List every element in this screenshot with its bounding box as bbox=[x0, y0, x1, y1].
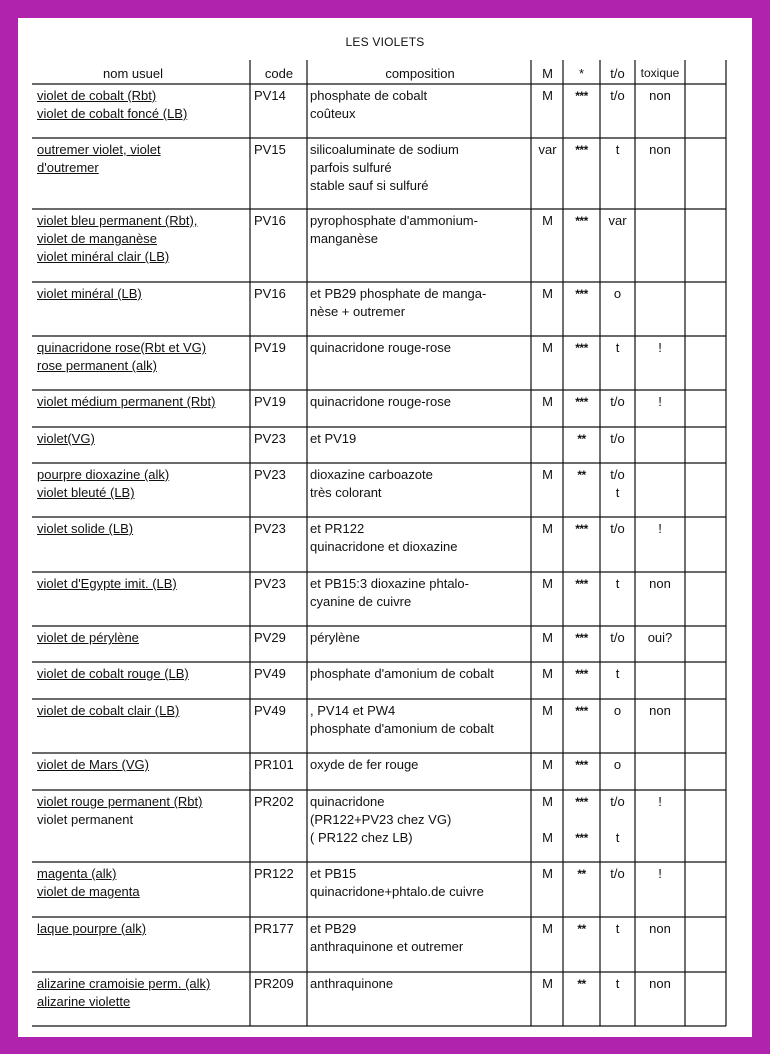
composition-line: et PV19 bbox=[310, 431, 357, 446]
composition bbox=[310, 702, 494, 738]
toxicity: non bbox=[649, 921, 671, 936]
toxicity: non bbox=[649, 703, 671, 718]
composition bbox=[310, 665, 494, 683]
name-line: violet solide (LB) bbox=[37, 521, 134, 536]
composition-line: (PR122+PV23 chez VG) bbox=[310, 812, 452, 827]
page-title: LES VIOLETS bbox=[345, 35, 425, 49]
toxicity: non bbox=[649, 88, 671, 103]
composition-line: et PB29 phosphate de manga- bbox=[310, 286, 487, 301]
lightfastness-stars: *** bbox=[575, 89, 588, 103]
composition-line: quinacridone et dioxazine bbox=[310, 539, 458, 554]
composition-line: très colorant bbox=[310, 485, 382, 500]
name-line: violet de magenta bbox=[37, 884, 140, 899]
transparency-2: t bbox=[615, 830, 620, 845]
pigment-code: PV16 bbox=[254, 213, 286, 228]
name-line: pourpre dioxazine (alk) bbox=[37, 467, 170, 482]
name-line: violet rouge permanent (Rbt) bbox=[37, 794, 203, 809]
table-row bbox=[18, 428, 752, 464]
table-row bbox=[18, 283, 752, 337]
toxicity: non bbox=[649, 976, 671, 991]
pigment-name bbox=[37, 702, 179, 720]
toxicity: ! bbox=[658, 794, 662, 809]
composition-line: nèse + outremer bbox=[310, 304, 406, 319]
name-line: violet de cobalt foncé (LB) bbox=[37, 106, 188, 121]
toxicity: ! bbox=[658, 521, 662, 536]
pigment-code: PR177 bbox=[254, 921, 294, 936]
m-value: M bbox=[542, 213, 553, 228]
name-line: violet de cobalt (Rbt) bbox=[37, 88, 157, 103]
toxicity: non bbox=[649, 576, 671, 591]
pigment-name bbox=[37, 920, 146, 938]
toxicity: ! bbox=[658, 866, 662, 881]
name-line: violet minéral (LB) bbox=[37, 286, 142, 301]
composition bbox=[310, 430, 356, 448]
lightfastness-stars: *** bbox=[575, 704, 588, 718]
composition-line: anthraquinone bbox=[310, 976, 394, 991]
header-to: t/o bbox=[610, 66, 625, 81]
composition-line: anthraquinone et outremer bbox=[310, 939, 464, 954]
pigment-name bbox=[37, 212, 197, 266]
lightfastness-stars: ** bbox=[577, 468, 586, 482]
pigment-code: PR122 bbox=[254, 866, 294, 881]
composition-line: et PB15 bbox=[310, 866, 357, 881]
m-value: M bbox=[542, 794, 553, 809]
composition bbox=[310, 575, 469, 611]
composition-line: stable sauf si sulfuré bbox=[310, 178, 429, 193]
pigment-code: PV23 bbox=[254, 521, 286, 536]
lightfastness-stars: *** bbox=[575, 758, 588, 772]
table-row bbox=[18, 573, 752, 627]
lightfastness-stars: *** bbox=[575, 667, 588, 681]
composition bbox=[310, 920, 463, 956]
m-value: M bbox=[542, 467, 553, 482]
m-value: M bbox=[542, 630, 553, 645]
name-line: violet de pérylène bbox=[37, 630, 139, 645]
pigment-name bbox=[37, 141, 161, 177]
pigment-code: PV15 bbox=[254, 142, 286, 157]
composition-line: manganèse bbox=[310, 231, 378, 246]
composition-line: parfois sulfuré bbox=[310, 160, 392, 175]
transparency: t/o bbox=[610, 630, 625, 645]
table-row bbox=[18, 918, 752, 973]
composition bbox=[310, 339, 451, 357]
table-row bbox=[18, 863, 752, 918]
composition-line: quinacridone rouge-rose bbox=[310, 394, 451, 409]
table-row bbox=[18, 210, 752, 283]
pigment-code: PV49 bbox=[254, 703, 286, 718]
pigment-code: PV19 bbox=[254, 394, 286, 409]
pigment-code: PV19 bbox=[254, 340, 286, 355]
composition-line: pyrophosphate d'ammonium- bbox=[310, 213, 478, 228]
lightfastness-stars: *** bbox=[575, 631, 588, 645]
composition bbox=[310, 629, 360, 647]
composition-line: silicoaluminate de sodium bbox=[310, 142, 459, 157]
composition bbox=[310, 975, 393, 993]
pigment-name bbox=[37, 865, 140, 901]
lightfastness-stars: *** bbox=[575, 341, 588, 355]
transparency: t/o bbox=[610, 88, 625, 103]
table-row bbox=[18, 754, 752, 791]
transparency: t/o bbox=[610, 394, 625, 409]
name-line: violet(VG) bbox=[37, 431, 95, 446]
lightfastness-stars: *** bbox=[575, 395, 588, 409]
name-line: rose permanent (alk) bbox=[37, 358, 157, 373]
table-row bbox=[18, 627, 752, 663]
composition-line: phosphate de cobalt bbox=[310, 88, 428, 103]
composition-line: pérylène bbox=[310, 630, 360, 645]
composition-line: et PB15:3 dioxazine phtalo- bbox=[310, 576, 469, 591]
lightfastness-stars-2: *** bbox=[575, 831, 588, 845]
pigment-code: PV23 bbox=[254, 467, 286, 482]
lightfastness-stars: ** bbox=[577, 432, 586, 446]
name-line: violet permanent bbox=[37, 812, 134, 827]
composition bbox=[310, 756, 418, 774]
transparency: t bbox=[615, 142, 620, 157]
transparency: t/o bbox=[610, 866, 625, 881]
composition bbox=[310, 285, 486, 321]
m-value: M bbox=[542, 340, 553, 355]
m-value-2: M bbox=[542, 830, 553, 845]
transparency: var bbox=[608, 213, 627, 228]
m-value: M bbox=[542, 286, 553, 301]
m-value: M bbox=[542, 576, 553, 591]
pigment-name bbox=[37, 975, 210, 1011]
table-row bbox=[18, 973, 752, 1026]
composition bbox=[310, 865, 484, 901]
table-row bbox=[18, 139, 752, 210]
m-value: M bbox=[542, 921, 553, 936]
transparency: t/o bbox=[610, 521, 625, 536]
toxicity: oui? bbox=[647, 630, 673, 645]
pigment-code: PR101 bbox=[254, 757, 294, 772]
m-value: M bbox=[542, 521, 553, 536]
composition-line: et PR122 bbox=[310, 521, 365, 536]
name-line: outremer violet, violet bbox=[37, 142, 161, 157]
name-line: violet d'Egypte imit. (LB) bbox=[37, 576, 177, 591]
document-sheet bbox=[18, 18, 752, 1037]
transparency: t bbox=[615, 340, 620, 355]
transparency: t bbox=[615, 576, 620, 591]
composition bbox=[310, 466, 433, 502]
name-line: violet bleu permanent (Rbt), bbox=[37, 213, 198, 228]
name-line: violet de manganèse bbox=[37, 231, 157, 246]
pigment-name bbox=[37, 665, 189, 683]
lightfastness-stars: ** bbox=[577, 977, 586, 991]
composition-line: quinacridone bbox=[310, 794, 385, 809]
composition-line: et PB29 bbox=[310, 921, 357, 936]
m-value: M bbox=[542, 666, 553, 681]
name-line: violet de Mars (VG) bbox=[37, 757, 149, 772]
header-toxic: toxique bbox=[640, 66, 680, 80]
name-line: quinacridone rose(Rbt et VG) bbox=[37, 340, 207, 355]
composition-line: oxyde de fer rouge bbox=[310, 757, 419, 772]
table-row bbox=[18, 700, 752, 754]
pigment-name bbox=[37, 87, 187, 123]
pigment-code: PR209 bbox=[254, 976, 294, 991]
transparency: t bbox=[615, 976, 620, 991]
name-line: violet bleuté (LB) bbox=[37, 485, 135, 500]
lightfastness-stars: *** bbox=[575, 214, 588, 228]
lightfastness-stars: ** bbox=[577, 922, 586, 936]
pigment-name bbox=[37, 339, 206, 375]
name-line: violet de cobalt clair (LB) bbox=[37, 703, 180, 718]
composition-line: ( PR122 chez LB) bbox=[310, 830, 413, 845]
composition bbox=[310, 393, 451, 411]
lightfastness-stars: *** bbox=[575, 522, 588, 536]
name-line: d'outremer bbox=[37, 160, 99, 175]
pigment-name bbox=[37, 756, 149, 774]
pigment-code: PV14 bbox=[254, 88, 286, 103]
pigment-name bbox=[37, 793, 202, 829]
m-value: M bbox=[542, 703, 553, 718]
pigment-name bbox=[37, 629, 139, 647]
name-line: magenta (alk) bbox=[37, 866, 117, 881]
header-code: code bbox=[264, 66, 294, 81]
transparency: o bbox=[613, 757, 622, 772]
pigment-code: PV29 bbox=[254, 630, 286, 645]
header-star: * bbox=[578, 66, 585, 81]
transparency: t/o bbox=[610, 794, 625, 809]
name-line: violet médium permanent (Rbt) bbox=[37, 394, 216, 409]
toxicity: ! bbox=[658, 394, 662, 409]
pigment-name bbox=[37, 466, 169, 502]
table-row bbox=[18, 663, 752, 700]
table-row bbox=[18, 391, 752, 428]
lightfastness-stars: ** bbox=[577, 867, 586, 881]
pigment-code: PV16 bbox=[254, 286, 286, 301]
transparency: t bbox=[615, 666, 620, 681]
composition-line: quinacridone+phtalo.de cuivre bbox=[310, 884, 484, 899]
name-line: violet minéral clair (LB) bbox=[37, 249, 170, 264]
pigment-name bbox=[37, 285, 142, 303]
m-value: M bbox=[542, 88, 553, 103]
header-composition: composition bbox=[385, 66, 455, 81]
pigment-name bbox=[37, 520, 133, 538]
m-value: M bbox=[542, 394, 553, 409]
header-m: M bbox=[542, 66, 553, 81]
pigment-name bbox=[37, 430, 95, 448]
lightfastness-stars: *** bbox=[575, 795, 588, 809]
pigment-code: PV23 bbox=[254, 431, 286, 446]
table-row bbox=[18, 791, 752, 863]
m-value: var bbox=[538, 142, 557, 157]
name-line: alizarine violette bbox=[37, 994, 131, 1009]
m-value: M bbox=[542, 757, 553, 772]
pigment-name bbox=[37, 393, 215, 411]
transparency: o bbox=[613, 703, 622, 718]
table-row bbox=[18, 337, 752, 391]
table-row bbox=[18, 518, 752, 573]
composition bbox=[310, 793, 451, 847]
name-line: laque pourpre (alk) bbox=[37, 921, 147, 936]
transparency: t bbox=[615, 921, 620, 936]
composition bbox=[310, 87, 427, 123]
lightfastness-stars: *** bbox=[575, 287, 588, 301]
table-row bbox=[18, 464, 752, 518]
m-value: M bbox=[542, 866, 553, 881]
composition-line: , PV14 et PW4 bbox=[310, 703, 396, 718]
transparency: o bbox=[613, 286, 622, 301]
toxicity: ! bbox=[658, 340, 662, 355]
lightfastness-stars: *** bbox=[575, 577, 588, 591]
transparency-2: t bbox=[615, 485, 620, 500]
pigment-code: PV49 bbox=[254, 666, 286, 681]
composition bbox=[310, 212, 478, 248]
name-line: alizarine cramoisie perm. (alk) bbox=[37, 976, 211, 991]
composition-line: quinacridone rouge-rose bbox=[310, 340, 451, 355]
lightfastness-stars: *** bbox=[575, 143, 588, 157]
pigment-code: PR202 bbox=[254, 794, 294, 809]
pigment-code: PV23 bbox=[254, 576, 286, 591]
table-row bbox=[18, 85, 752, 139]
composition-line: phosphate d'amonium de cobalt bbox=[310, 721, 494, 736]
pigment-name bbox=[37, 575, 177, 593]
header-name: nom usuel bbox=[103, 66, 163, 81]
name-line: violet de cobalt rouge (LB) bbox=[37, 666, 189, 681]
composition-line: dioxazine carboazote bbox=[310, 467, 433, 482]
transparency: t/o bbox=[610, 431, 625, 446]
transparency: t/o bbox=[610, 467, 625, 482]
composition-line: coûteux bbox=[310, 106, 356, 121]
composition-line: cyanine de cuivre bbox=[310, 594, 412, 609]
m-value: M bbox=[542, 976, 553, 991]
composition-line: phosphate d'amonium de cobalt bbox=[310, 666, 494, 681]
toxicity: non bbox=[649, 142, 671, 157]
composition bbox=[310, 141, 459, 195]
composition bbox=[310, 520, 457, 556]
